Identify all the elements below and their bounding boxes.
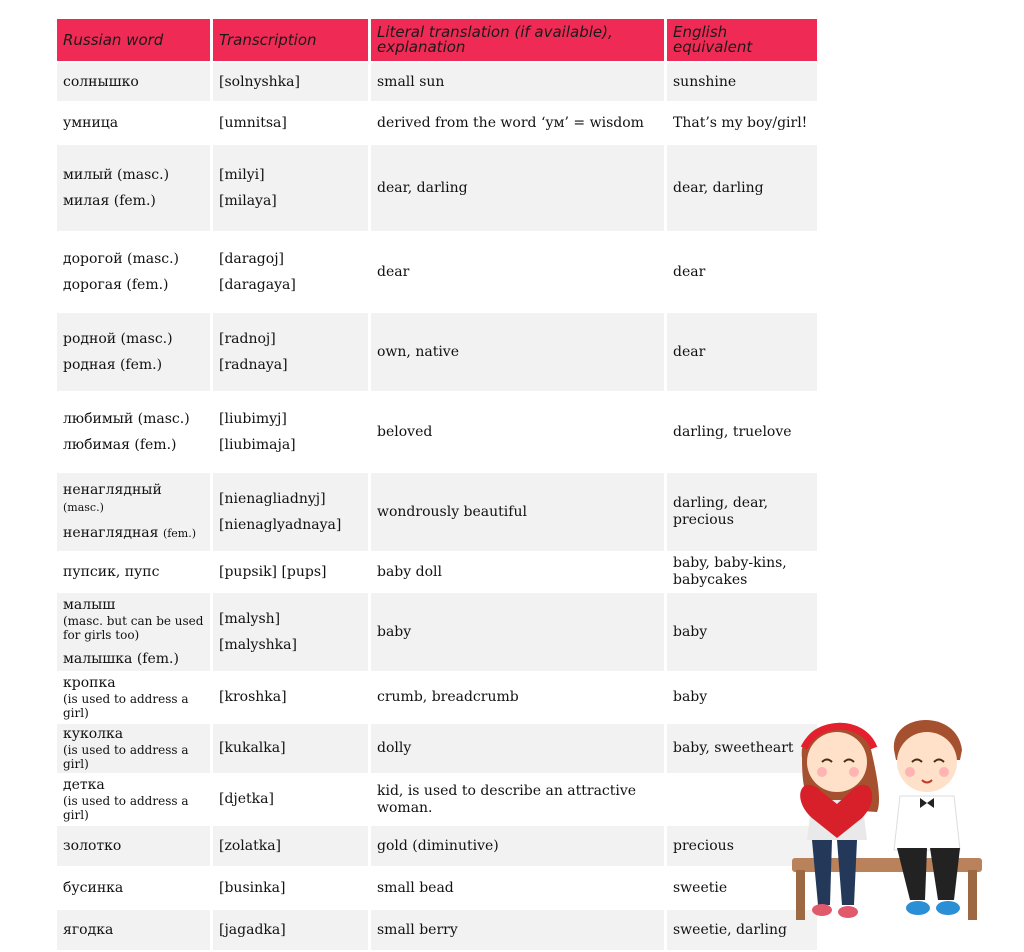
cell-russian-word — [57, 473, 210, 551]
transcription: [djetka] — [219, 791, 274, 807]
russian-word-feminine-text: милая (fem.) — [63, 192, 156, 209]
cell-english-equivalent: baby — [667, 673, 817, 722]
russian-word-feminine — [63, 525, 204, 542]
table-row — [57, 553, 817, 591]
cell-english-equivalent: dear — [667, 313, 817, 391]
cell-literal-translation: small sun — [371, 63, 664, 101]
cell-transcription — [213, 826, 368, 866]
bench-leg-left — [796, 870, 805, 920]
table-row — [57, 724, 817, 773]
russian-word: умница — [63, 114, 119, 131]
transcription: [solnyshka] — [219, 73, 300, 90]
transcription: [liubimyj] — [219, 410, 287, 427]
transcription: [kukalka] — [219, 740, 286, 756]
boy-shirt — [894, 796, 960, 850]
cell-english-equivalent: baby, baby-kins, babycakes — [667, 553, 817, 591]
russian-word: милый (masc.) — [63, 166, 170, 183]
cell-russian-word — [57, 145, 210, 231]
cell-russian-word — [57, 910, 210, 950]
cell-english-equivalent: precious — [667, 826, 817, 866]
cell-literal-translation: dear — [371, 233, 664, 311]
cell-transcription — [213, 103, 368, 143]
table-row — [57, 145, 817, 231]
table-body — [57, 63, 817, 950]
cell-literal-translation: beloved — [371, 393, 664, 471]
cell-literal-translation: baby — [371, 593, 664, 671]
cell-russian-word — [57, 868, 210, 908]
transcription: [daragoj] — [219, 250, 285, 267]
transcription: [kroshka] — [219, 689, 287, 705]
cell-russian-word — [57, 724, 210, 773]
cell-transcription — [213, 145, 368, 231]
table-row — [57, 393, 817, 471]
cell-literal-translation: derived from the word ‘ум’ = wisdom — [371, 103, 664, 143]
cell-literal-translation: wondrously beautiful — [371, 473, 664, 551]
cell-literal-translation: dear, darling — [371, 145, 664, 231]
cell-literal-translation: small bead — [371, 868, 664, 908]
cell-transcription — [213, 313, 368, 391]
transcription: [zolatka] — [219, 837, 282, 854]
header-literal-translation: Literal translation (if available), explanation — [371, 19, 664, 61]
cell-english-equivalent: dear, darling — [667, 145, 817, 231]
cell-literal-translation: kid, is used to describe an attractive woman. — [371, 775, 664, 824]
transcription-feminine: [milaya] — [219, 192, 277, 209]
cell-english-equivalent: darling, truelove — [667, 393, 817, 471]
cell-literal-translation: crumb, breadcrumb — [371, 673, 664, 722]
table-row — [57, 233, 817, 311]
transcription-feminine: [nienaglyadnaya] — [219, 516, 342, 533]
table-row — [57, 593, 817, 671]
cell-english-equivalent: sweetie, darling — [667, 910, 817, 950]
header-row — [57, 19, 817, 61]
russian-word: золотко — [63, 837, 122, 854]
cell-literal-translation: gold (diminutive) — [371, 826, 664, 866]
cell-russian-word — [57, 103, 210, 143]
cell-transcription — [213, 233, 368, 311]
transcription: [nienagliadnyj] — [219, 490, 326, 507]
russian-word-feminine-text: родная (fem.) — [63, 356, 163, 373]
cell-literal-translation: dolly — [371, 724, 664, 773]
cell-english-equivalent: That’s my boy/girl! — [667, 103, 817, 143]
transcription: [malysh] — [219, 610, 281, 627]
cell-russian-word — [57, 775, 210, 824]
cell-transcription — [213, 868, 368, 908]
girl-face — [807, 732, 867, 792]
cell-english-equivalent: baby, sweetheart — [667, 724, 817, 773]
russian-word-feminine — [63, 651, 204, 668]
russian-word: малыш — [63, 596, 116, 613]
russian-word: солнышко — [63, 73, 139, 90]
cell-transcription — [213, 724, 368, 773]
cell-transcription — [213, 673, 368, 722]
header-english-equivalent: English equivalent — [667, 19, 817, 61]
transcription: [jagadka] — [219, 921, 286, 938]
table-row — [57, 868, 817, 908]
cell-transcription — [213, 593, 368, 671]
bench-leg-right — [968, 870, 977, 920]
russian-word: пупсик, пупс — [63, 563, 160, 580]
russian-word: ягодка — [63, 921, 114, 938]
table-row — [57, 826, 817, 866]
cell-literal-translation: baby doll — [371, 553, 664, 591]
cell-russian-word — [57, 826, 210, 866]
usage-note: (is used to address a girl) — [63, 794, 189, 822]
transcription-feminine: [daragaya] — [219, 276, 296, 293]
russian-word-feminine — [63, 437, 204, 454]
vocabulary-table — [54, 17, 820, 952]
header-russian-word: Russian word — [57, 19, 210, 61]
cell-transcription — [213, 910, 368, 950]
table-row — [57, 63, 817, 101]
table-row — [57, 910, 817, 950]
russian-word: кропка — [63, 675, 116, 691]
cell-english-equivalent: dear — [667, 233, 817, 311]
transcription: [radnoj] — [219, 330, 276, 347]
russian-word-feminine-text: дорогая (fem.) — [63, 276, 169, 293]
cell-english-equivalent: sunshine — [667, 63, 817, 101]
cell-transcription — [213, 775, 368, 824]
transcription-feminine: [liubimaja] — [219, 436, 296, 453]
table-row — [57, 473, 817, 551]
russian-word: любимый (masc.) — [63, 410, 190, 427]
girl-legs — [812, 840, 857, 905]
usage-note: (is used to address a girl) — [63, 743, 189, 771]
cell-russian-word — [57, 393, 210, 471]
cell-english-equivalent: darling, dear, precious — [667, 473, 817, 551]
cell-transcription — [213, 63, 368, 101]
cell-english-equivalent: baby — [667, 593, 817, 671]
couple-illustration — [782, 700, 1002, 930]
cell-russian-word — [57, 593, 210, 671]
russian-word: родной (masc.) — [63, 330, 173, 347]
russian-word: дорогой (masc.) — [63, 250, 180, 267]
table-row — [57, 775, 817, 824]
russian-word-feminine-text: любимая (fem.) — [63, 436, 177, 453]
cell-transcription — [213, 473, 368, 551]
russian-word-feminine — [63, 193, 204, 210]
transcription: [milyi] — [219, 166, 265, 183]
boy-legs — [897, 848, 960, 900]
russian-word: бусинка — [63, 879, 124, 896]
header-transcription: Transcription — [213, 19, 368, 61]
russian-word-feminine-text: ненаглядная — [63, 525, 159, 541]
vocabulary-table-container — [57, 17, 814, 952]
russian-word: ненаглядный — [63, 482, 162, 498]
usage-note: (is used to address a girl) — [63, 692, 189, 720]
transcription: [umnitsa] — [219, 114, 287, 131]
russian-word-feminine-text: малышка (fem.) — [63, 650, 179, 667]
cell-russian-word — [57, 313, 210, 391]
russian-word: детка — [63, 777, 105, 793]
table-row — [57, 103, 817, 143]
transcription-feminine: [malyshka] — [219, 636, 297, 653]
transcription: [businka] — [219, 879, 286, 896]
gender-note: (fem.) — [162, 527, 197, 540]
cell-transcription — [213, 553, 368, 591]
cell-english-equivalent: sweetie — [667, 868, 817, 908]
cell-literal-translation: small berry — [371, 910, 664, 950]
russian-word-feminine — [63, 357, 204, 374]
russian-word: куколка — [63, 726, 124, 742]
table-row — [57, 313, 817, 391]
cell-transcription — [213, 393, 368, 471]
transcription-feminine: [radnaya] — [219, 356, 288, 373]
cell-russian-word — [57, 233, 210, 311]
russian-word-feminine — [63, 277, 204, 294]
cell-russian-word — [57, 553, 210, 591]
cell-literal-translation: own, native — [371, 313, 664, 391]
cell-russian-word — [57, 63, 210, 101]
table-row — [57, 673, 817, 722]
cell-russian-word — [57, 673, 210, 722]
transcription: [pupsik] [pups] — [219, 563, 327, 580]
usage-note: (masc. but can be used for girls too) — [63, 613, 204, 642]
gender-note: (masc.) — [63, 501, 104, 514]
